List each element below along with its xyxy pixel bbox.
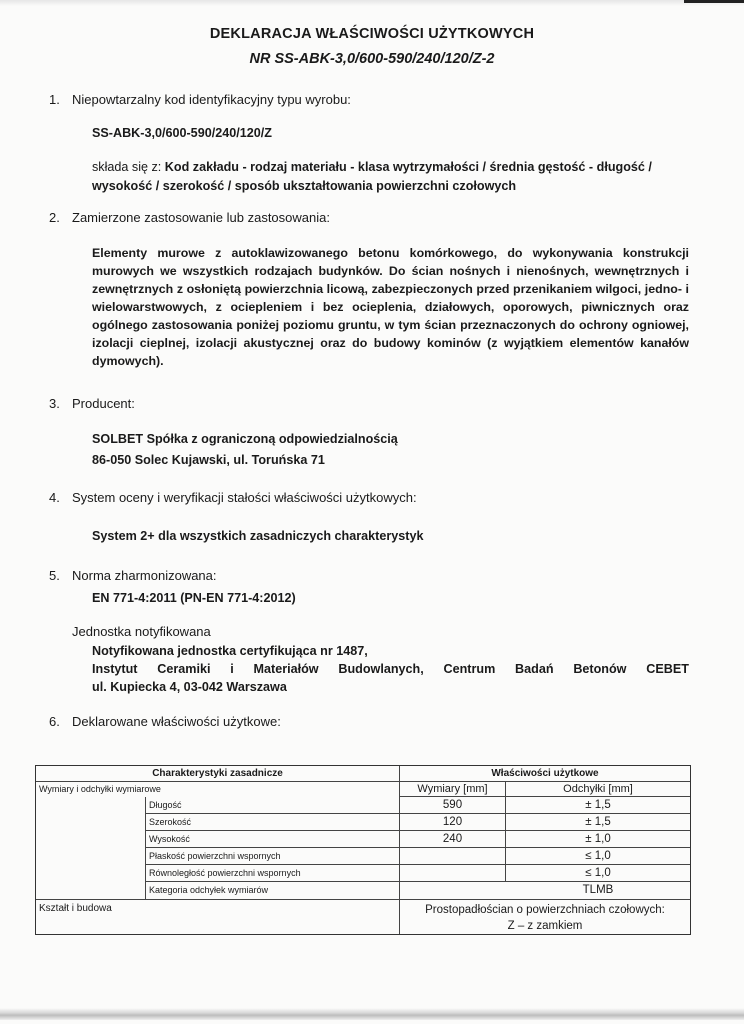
row-name: Długość — [146, 797, 400, 814]
section-3-number: 3. — [49, 396, 60, 411]
nb-word: Budowlanych, — [338, 662, 424, 676]
notified-body-line-2 — [92, 660, 689, 678]
nb-word: Badań — [515, 662, 554, 676]
nb-word: Instytut — [92, 662, 138, 676]
row-name: Wysokość — [146, 831, 400, 848]
row-name: Szerokość — [146, 814, 400, 831]
notified-body-line-3: ul. Kupiecka 4, 03-042 Warszawa — [92, 680, 287, 694]
harmonized-standard: EN 771-4:2011 (PN-EN 771-4:2012) — [92, 591, 296, 605]
subheader-dimensions: Wymiary [mm] — [400, 782, 506, 797]
nb-word: Ceramiki — [157, 662, 211, 676]
section-4-label: System oceny i weryfikacji stałości właściwości użytkowych: — [72, 490, 417, 505]
notified-body-line-1: Notyfikowana jednostka certyfikująca nr 1487, — [92, 644, 368, 658]
performance-table — [35, 765, 691, 935]
nb-word: CEBET — [646, 662, 689, 676]
nb-word: Betonów — [573, 662, 627, 676]
nb-word: i — [230, 662, 234, 676]
shape-line-2: Z – z zamkiem — [507, 920, 583, 932]
consists-prefix: składa się z: — [92, 160, 165, 174]
assessment-system: System 2+ dla wszystkich zasadniczych charakterystyk — [92, 529, 424, 543]
row-dimension: 120 — [400, 814, 506, 831]
nb-word: Centrum — [443, 662, 496, 676]
section-1-label: Niepowtarzalny kod identyfikacyjny typu wyrobu: — [72, 92, 351, 107]
scan-edge-bottom — [0, 1008, 744, 1020]
nb-word: Materiałów — [253, 662, 319, 676]
section-6-number: 6. — [49, 714, 60, 729]
row-deviation: ± 1,0 — [506, 831, 690, 848]
section-1-number: 1. — [49, 92, 60, 107]
consists-line-2: wysokość / szerokość / sposób ukształtowania powierzchni czołowych — [92, 179, 517, 193]
declaration-number: NR SS-ABK-3,0/600-590/240/120/Z-2 — [249, 51, 495, 67]
group-shape-label: Kształt i budowa — [36, 900, 400, 934]
producent-address: 86-050 Solec Kujawski, ul. Toruńska 71 — [92, 453, 325, 467]
group-dimensions-label: Wymiary i odchyłki wymiarowe — [36, 782, 400, 797]
notified-body-label: Jednostka notyfikowana — [72, 624, 211, 639]
shape-description — [400, 900, 690, 934]
section-5-number: 5. — [49, 568, 60, 583]
header-characteristics: Charakterystyki zasadnicze — [36, 766, 400, 782]
row-name: Kategoria odchyłek wymiarów — [146, 882, 400, 900]
row-dimension — [400, 848, 506, 865]
row-dimension: 590 — [400, 797, 506, 814]
scan-corner-mark — [684, 0, 744, 3]
row-dimension — [400, 865, 506, 882]
code-composition — [92, 158, 692, 196]
shape-line-1: Prostopadłościan o powierzchniach czołowych: — [425, 904, 665, 916]
row-deviation: ± 1,5 — [506, 797, 690, 814]
section-3-label: Producent: — [72, 396, 135, 411]
producent-name: SOLBET Spółka z ograniczoną odpowiedzialnością — [92, 432, 398, 446]
row-name: Równoległość powierzchni wspornych — [146, 865, 400, 882]
section-2-label: Zamierzone zastosowanie lub zastosowania: — [72, 210, 330, 225]
subheader-deviations: Odchyłki [mm] — [506, 782, 690, 797]
row-dimension: 240 — [400, 831, 506, 848]
row-deviation: ≤ 1,0 — [506, 865, 690, 882]
row-name: Płaskość powierzchni wspornych — [146, 848, 400, 865]
consists-line-1: Kod zakładu - rodzaj materiału - klasa wytrzymałości / średnia gęstość - długość / — [164, 160, 652, 174]
scan-edge-top — [0, 0, 744, 6]
section-5-label: Norma zharmonizowana: — [72, 568, 217, 583]
header-properties: Właściwości użytkowe — [400, 766, 690, 782]
section-4-number: 4. — [49, 490, 60, 505]
product-code: SS-ABK-3,0/600-590/240/120/Z — [92, 126, 272, 140]
group-dimensions-spacer — [36, 797, 146, 900]
row-deviation: ± 1,5 — [506, 814, 690, 831]
document-title: DEKLARACJA WŁAŚCIWOŚCI UŻYTKOWYCH — [209, 26, 535, 42]
section-6-label: Deklarowane właściwości użytkowe: — [72, 714, 281, 729]
row-deviation: ≤ 1,0 — [506, 848, 690, 865]
row-deviation — [400, 882, 690, 900]
tolerance-category-value: TLMB — [582, 884, 614, 896]
intended-use-text: Elementy murowe z autoklawizowanego betonu komórkowego, do wykonywania konstrukcji murowych we wszystkich rodzajach budynków. Do ścian nośnych i nienośnych, wewnętrznych i zewnętrznych z osłoniętą powierzchnia licową, zabezpieczonych przed przenikaniem wilgoci, jedno- i wielowarstwowych, z ociepleniem i bez ocieplenia, działowych, oporowych, piwnicznych oraz ogólnego zastosowania poniżej poziomu gruntu, w tym ścian przeznaczonych do ochrony ogniowej, izolacji cieplnej, izolacji akustycznej oraz do budowy kominów (z wyjątkiem elementów kanałów dymowych). — [92, 246, 689, 368]
section-2-number: 2. — [49, 210, 60, 225]
